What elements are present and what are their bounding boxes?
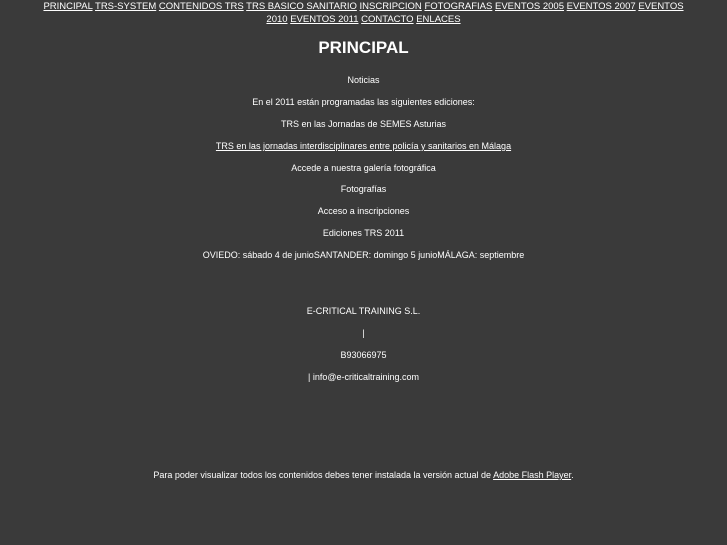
flash-notice-text: Para poder visualizar todos los contenidos debes tener instalada la versión actual de — [153, 470, 494, 480]
nav-link-enlaces[interactable]: ENLACES — [416, 14, 461, 25]
semes-text: TRS en las Jornadas de SEMES Asturias — [280, 119, 447, 129]
top-navigation — [40, 0, 687, 26]
nav-link-eventos-2005[interactable]: EVENTOS 2005 — [495, 1, 565, 12]
inscripciones-text: Acceso a inscripciones — [317, 206, 410, 216]
nav-link-eventos-2007[interactable]: EVENTOS 2007 — [566, 1, 636, 12]
company-email: | info@e-criticaltraining.com — [307, 372, 419, 382]
malaga-row — [0, 141, 727, 152]
fotografias-text: Fotografías — [340, 184, 387, 194]
nav-link-eventos-2010[interactable]: EVENTOS 2010 — [266, 1, 684, 25]
company-name: E-CRITICAL TRAINING S.L. — [306, 306, 421, 316]
galeria-text: Accede a nuestra galería fotográfica — [291, 163, 436, 173]
nav-link-inscripcion[interactable]: INSCRIPCION — [359, 1, 422, 12]
malaga-jornadas-link[interactable]: TRS en las jornadas interdisciplinares entre policía y sanitarios en Málaga — [215, 141, 512, 151]
intro-text: En el 2011 están programadas las siguientes ediciones: — [252, 97, 475, 107]
nav-link-trs-system[interactable]: TRS-SYSTEM — [95, 1, 157, 12]
adobe-flash-player-link[interactable]: Adobe Flash Player — [493, 470, 572, 480]
nav-link-contacto[interactable]: CONTACTO — [361, 14, 414, 25]
flash-notice-tail: . — [571, 470, 574, 480]
nav-link-trs-basico-sanitario[interactable]: TRS BASICO SANITARIO — [246, 1, 357, 12]
flash-notice — [0, 470, 727, 481]
nav-link-fotografias[interactable]: FOTOGRAFIAS — [424, 1, 493, 12]
noticias-label: Noticias — [347, 75, 380, 85]
fechas-text: OVIEDO: sábado 4 de junioSANTANDER: domingo 5 junioMÁLAGA: septiembre — [202, 250, 525, 260]
nav-link-contenidos-trs[interactable]: CONTENIDOS TRS — [158, 1, 244, 12]
nav-link-eventos-2011[interactable]: EVENTOS 2011 — [290, 14, 359, 25]
footer-separator: | — [362, 328, 365, 338]
nav-link-principal[interactable]: PRINCIPAL — [43, 1, 93, 12]
ediciones-text: Ediciones TRS 2011 — [322, 228, 405, 238]
page-title: PRINCIPAL — [318, 38, 409, 57]
company-phone: B93066975 — [340, 350, 387, 360]
